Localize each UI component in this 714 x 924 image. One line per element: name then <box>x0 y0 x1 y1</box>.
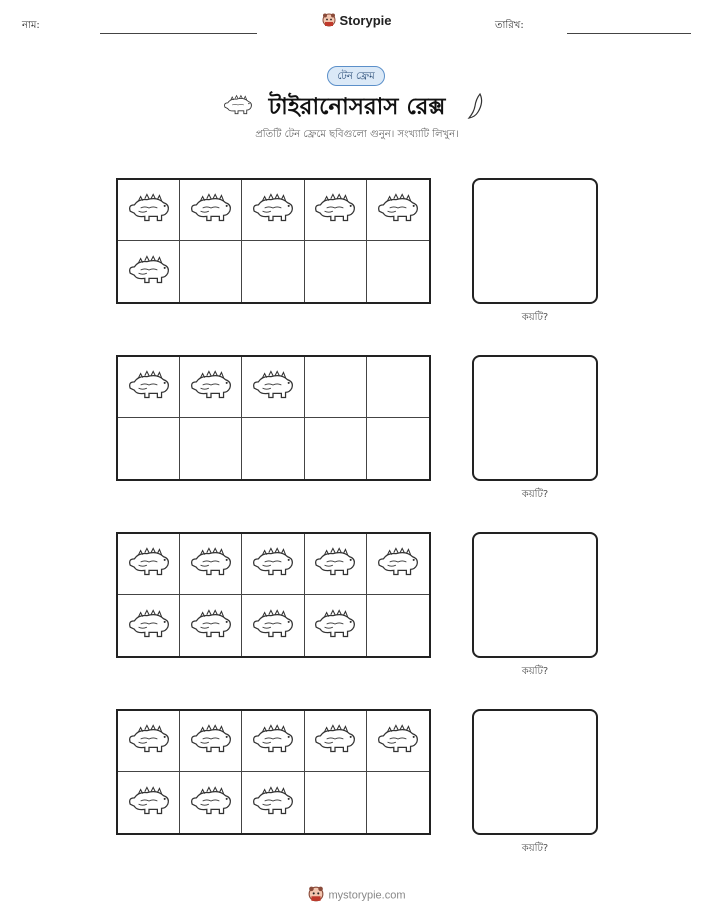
frame-cell <box>242 357 304 418</box>
dinosaur-icon <box>188 369 234 405</box>
frame-cell <box>367 241 429 302</box>
frame-cell <box>180 241 242 302</box>
frame-cell <box>242 241 304 302</box>
dinosaur-icon <box>312 608 358 644</box>
dinosaur-icon <box>126 369 172 405</box>
dinosaur-icon <box>188 608 234 644</box>
dinosaur-icon <box>126 723 172 759</box>
frame-cell <box>367 595 429 656</box>
frame-cell <box>118 241 180 302</box>
answer-box-4[interactable] <box>472 709 598 835</box>
how-many-label-2: কয়টি? <box>521 489 549 500</box>
frame-cell <box>305 595 367 656</box>
frame-cell <box>305 534 367 595</box>
frame-cell <box>367 418 429 479</box>
ten-frame-4 <box>116 709 431 835</box>
storypie-logo-icon <box>308 886 324 905</box>
frame-cell <box>242 534 304 595</box>
frame-cell <box>180 534 242 595</box>
frame-cell <box>118 595 180 656</box>
dinosaur-icon <box>250 608 296 644</box>
horn-icon <box>466 92 486 124</box>
dinosaur-icon <box>375 723 421 759</box>
how-many-label-3: কয়টি? <box>521 666 549 677</box>
dinosaur-icon <box>188 723 234 759</box>
dinosaur-icon <box>375 546 421 582</box>
frame-cell <box>180 772 242 833</box>
answer-box-3[interactable] <box>472 532 598 658</box>
frame-cell <box>118 534 180 595</box>
dinosaur-icon <box>250 546 296 582</box>
frame-cell <box>180 180 242 241</box>
frame-cell <box>367 180 429 241</box>
ten-frame-2 <box>116 355 431 481</box>
dinosaur-icon <box>250 369 296 405</box>
dinosaur-icon <box>188 546 234 582</box>
brand-name: Storypie <box>339 13 392 28</box>
footer <box>0 886 714 905</box>
frame-cell <box>305 772 367 833</box>
dinosaur-icon <box>126 785 172 821</box>
dinosaur-icon <box>126 546 172 582</box>
answer-box-2[interactable] <box>472 355 598 481</box>
frame-cell <box>180 711 242 772</box>
dinosaur-icon <box>312 546 358 582</box>
instructions: প্রতিটি টেন ফ্রেমে ছবিগুলো গুনুন। সংখ্যাটি লিখুন। <box>255 129 459 140</box>
frame-cell <box>242 418 304 479</box>
frame-cell <box>367 357 429 418</box>
frame-cell <box>367 772 429 833</box>
dinosaur-icon <box>250 192 296 228</box>
date-label: তারিখ: <box>495 20 524 31</box>
ten-frame-3 <box>116 532 431 658</box>
date-line[interactable] <box>567 33 691 34</box>
dinosaur-icon <box>312 192 358 228</box>
frame-cell <box>242 180 304 241</box>
name-line[interactable] <box>100 33 257 34</box>
dinosaur-icon <box>126 254 172 290</box>
frame-cell <box>367 711 429 772</box>
frame-cell <box>305 418 367 479</box>
frame-cell <box>118 772 180 833</box>
dinosaur-icon <box>250 785 296 821</box>
frame-cell <box>118 180 180 241</box>
name-label: নাম: <box>22 20 40 31</box>
dinosaur-icon <box>126 192 172 228</box>
dinosaur-icon <box>312 723 358 759</box>
how-many-label-1: কয়টি? <box>521 312 549 323</box>
ten-frame-1 <box>116 178 431 304</box>
frame-cell <box>118 711 180 772</box>
dinosaur-icon <box>188 785 234 821</box>
frame-cell <box>118 418 180 479</box>
frame-cell <box>242 772 304 833</box>
dinosaur-icon <box>250 723 296 759</box>
frame-cell <box>180 418 242 479</box>
footer-site[interactable]: mystorypie.com <box>328 889 406 902</box>
frame-cell <box>180 595 242 656</box>
frame-cell <box>118 357 180 418</box>
dinosaur-icon <box>375 192 421 228</box>
frame-cell <box>242 595 304 656</box>
dinosaur-icon <box>188 192 234 228</box>
frame-cell <box>305 180 367 241</box>
worksheet-badge: টেন ফ্রেম <box>327 66 385 86</box>
frame-cell <box>367 534 429 595</box>
frame-cell <box>305 357 367 418</box>
frame-cell <box>305 711 367 772</box>
frame-cell <box>180 357 242 418</box>
storypie-logo-icon <box>322 13 336 30</box>
answer-box-1[interactable] <box>472 178 598 304</box>
frame-cell <box>305 241 367 302</box>
frame-cell <box>242 711 304 772</box>
dinosaur-icon <box>126 608 172 644</box>
brand <box>0 13 714 30</box>
page-title: টাইরানোসরাস রেক্স <box>268 94 446 120</box>
how-many-label-4: কয়টি? <box>521 843 549 854</box>
